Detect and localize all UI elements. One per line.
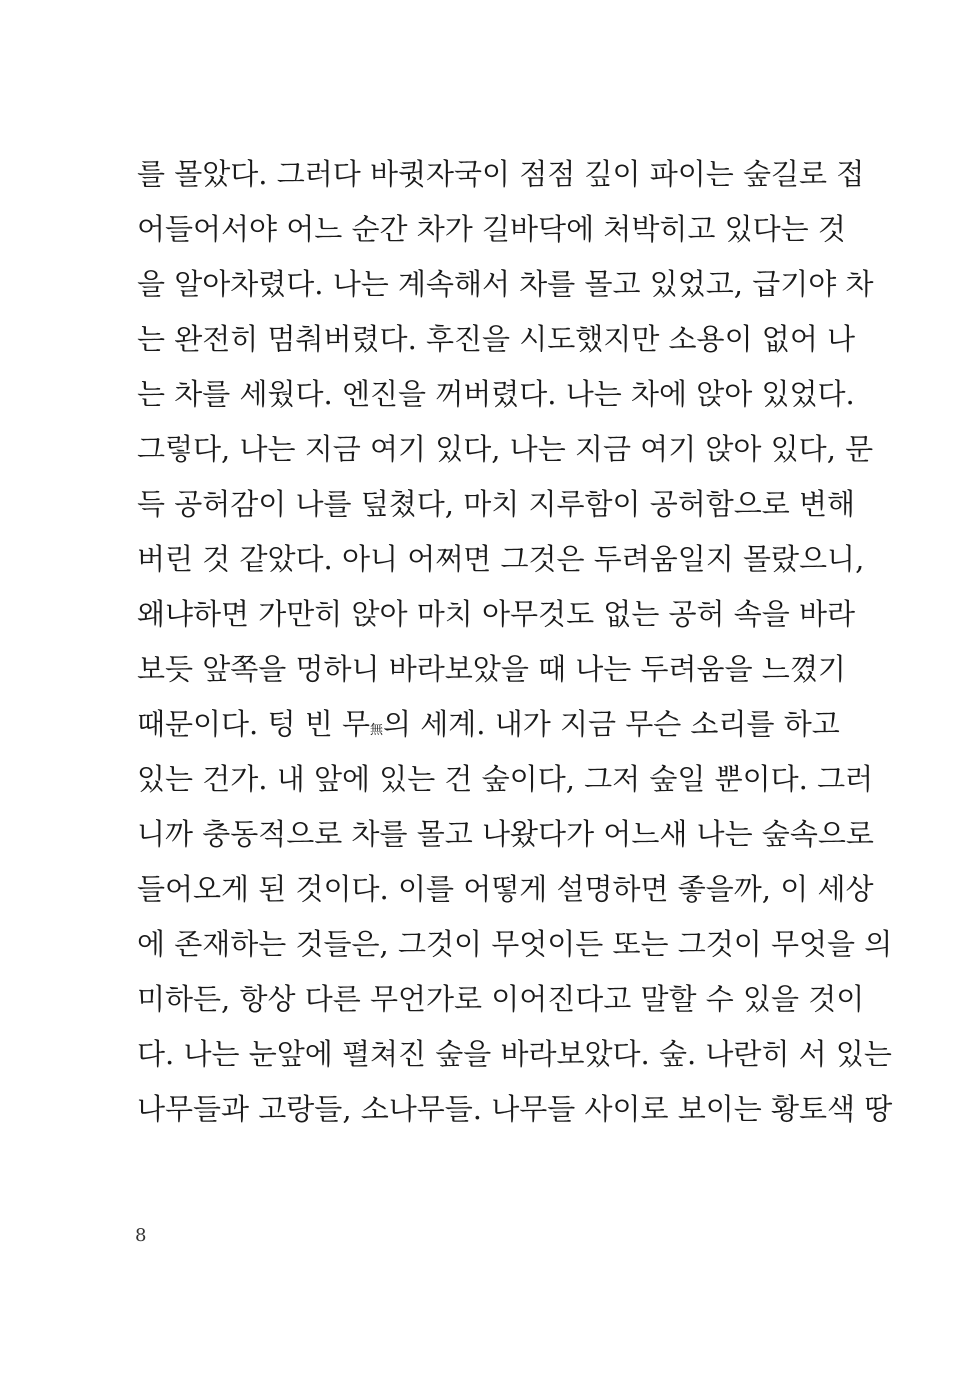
page-number: 8	[135, 1225, 147, 1246]
text-line: 있는 건가. 내 앞에 있는 건 숲이다, 그저 숲일 뿐이다. 그러	[137, 762, 874, 796]
text-line: 는 차를 세웠다. 엔진을 꺼버렸다. 나는 차에 앉아 있었다.	[137, 377, 855, 411]
text-line: 어들어서야 어느 순간 차가 길바닥에 처박히고 있다는 것	[137, 212, 846, 246]
text-line: 니까 충동적으로 차를 몰고 나왔다가 어느새 나는 숲속으로	[137, 817, 874, 851]
text-line: 을 알아차렸다. 나는 계속해서 차를 몰고 있었고, 급기야 차	[137, 267, 874, 301]
text-line: 미하든, 항상 다른 무언가로 이어진다고 말할 수 있을 것이	[137, 982, 865, 1016]
hanja-gloss: 無	[369, 723, 383, 738]
text-line: 보듯 앞쪽을 멍하니 바라보았을 때 나는 두려움을 느꼈기	[137, 652, 846, 686]
text-segment: 의 세계. 내가 지금 무슨 소리를 하고	[383, 707, 840, 741]
text-line: 들어오게 된 것이다. 이를 어떻게 설명하면 좋을까, 이 세상	[137, 872, 874, 906]
text-line: 에 존재하는 것들은, 그것이 무엇이든 또는 그것이 무엇을 의	[137, 927, 893, 961]
body-text	[137, 147, 893, 1137]
text-line: 득 공허감이 나를 덮쳤다, 마치 지루함이 공허함으로 변해	[137, 487, 856, 521]
text-line: 나무들과 고랑들, 소나무들. 나무들 사이로 보이는 황토색 땅	[137, 1092, 893, 1126]
text-line: 버린 것 같았다. 아니 어쩌면 그것은 두려움일지 몰랐으니,	[137, 542, 865, 576]
text-line: 왜냐하면 가만히 앉아 마치 아무것도 없는 공허 속을 바라	[137, 597, 856, 631]
text-line: 를 몰았다. 그러다 바큇자국이 점점 깊이 파이는 숲길로 접	[137, 157, 865, 191]
text-line-with-gloss	[137, 697, 840, 752]
text-line: 는 완전히 멈춰버렸다. 후진을 시도했지만 소용이 없어 나	[137, 322, 856, 356]
text-segment: 때문이다. 텅 빈 무	[137, 707, 370, 741]
text-line: 다. 나는 눈앞에 펼쳐진 숲을 바라보았다. 숲. 나란히 서 있는	[137, 1037, 892, 1071]
text-line: 그렇다, 나는 지금 여기 있다, 나는 지금 여기 앉아 있다, 문	[137, 432, 874, 466]
